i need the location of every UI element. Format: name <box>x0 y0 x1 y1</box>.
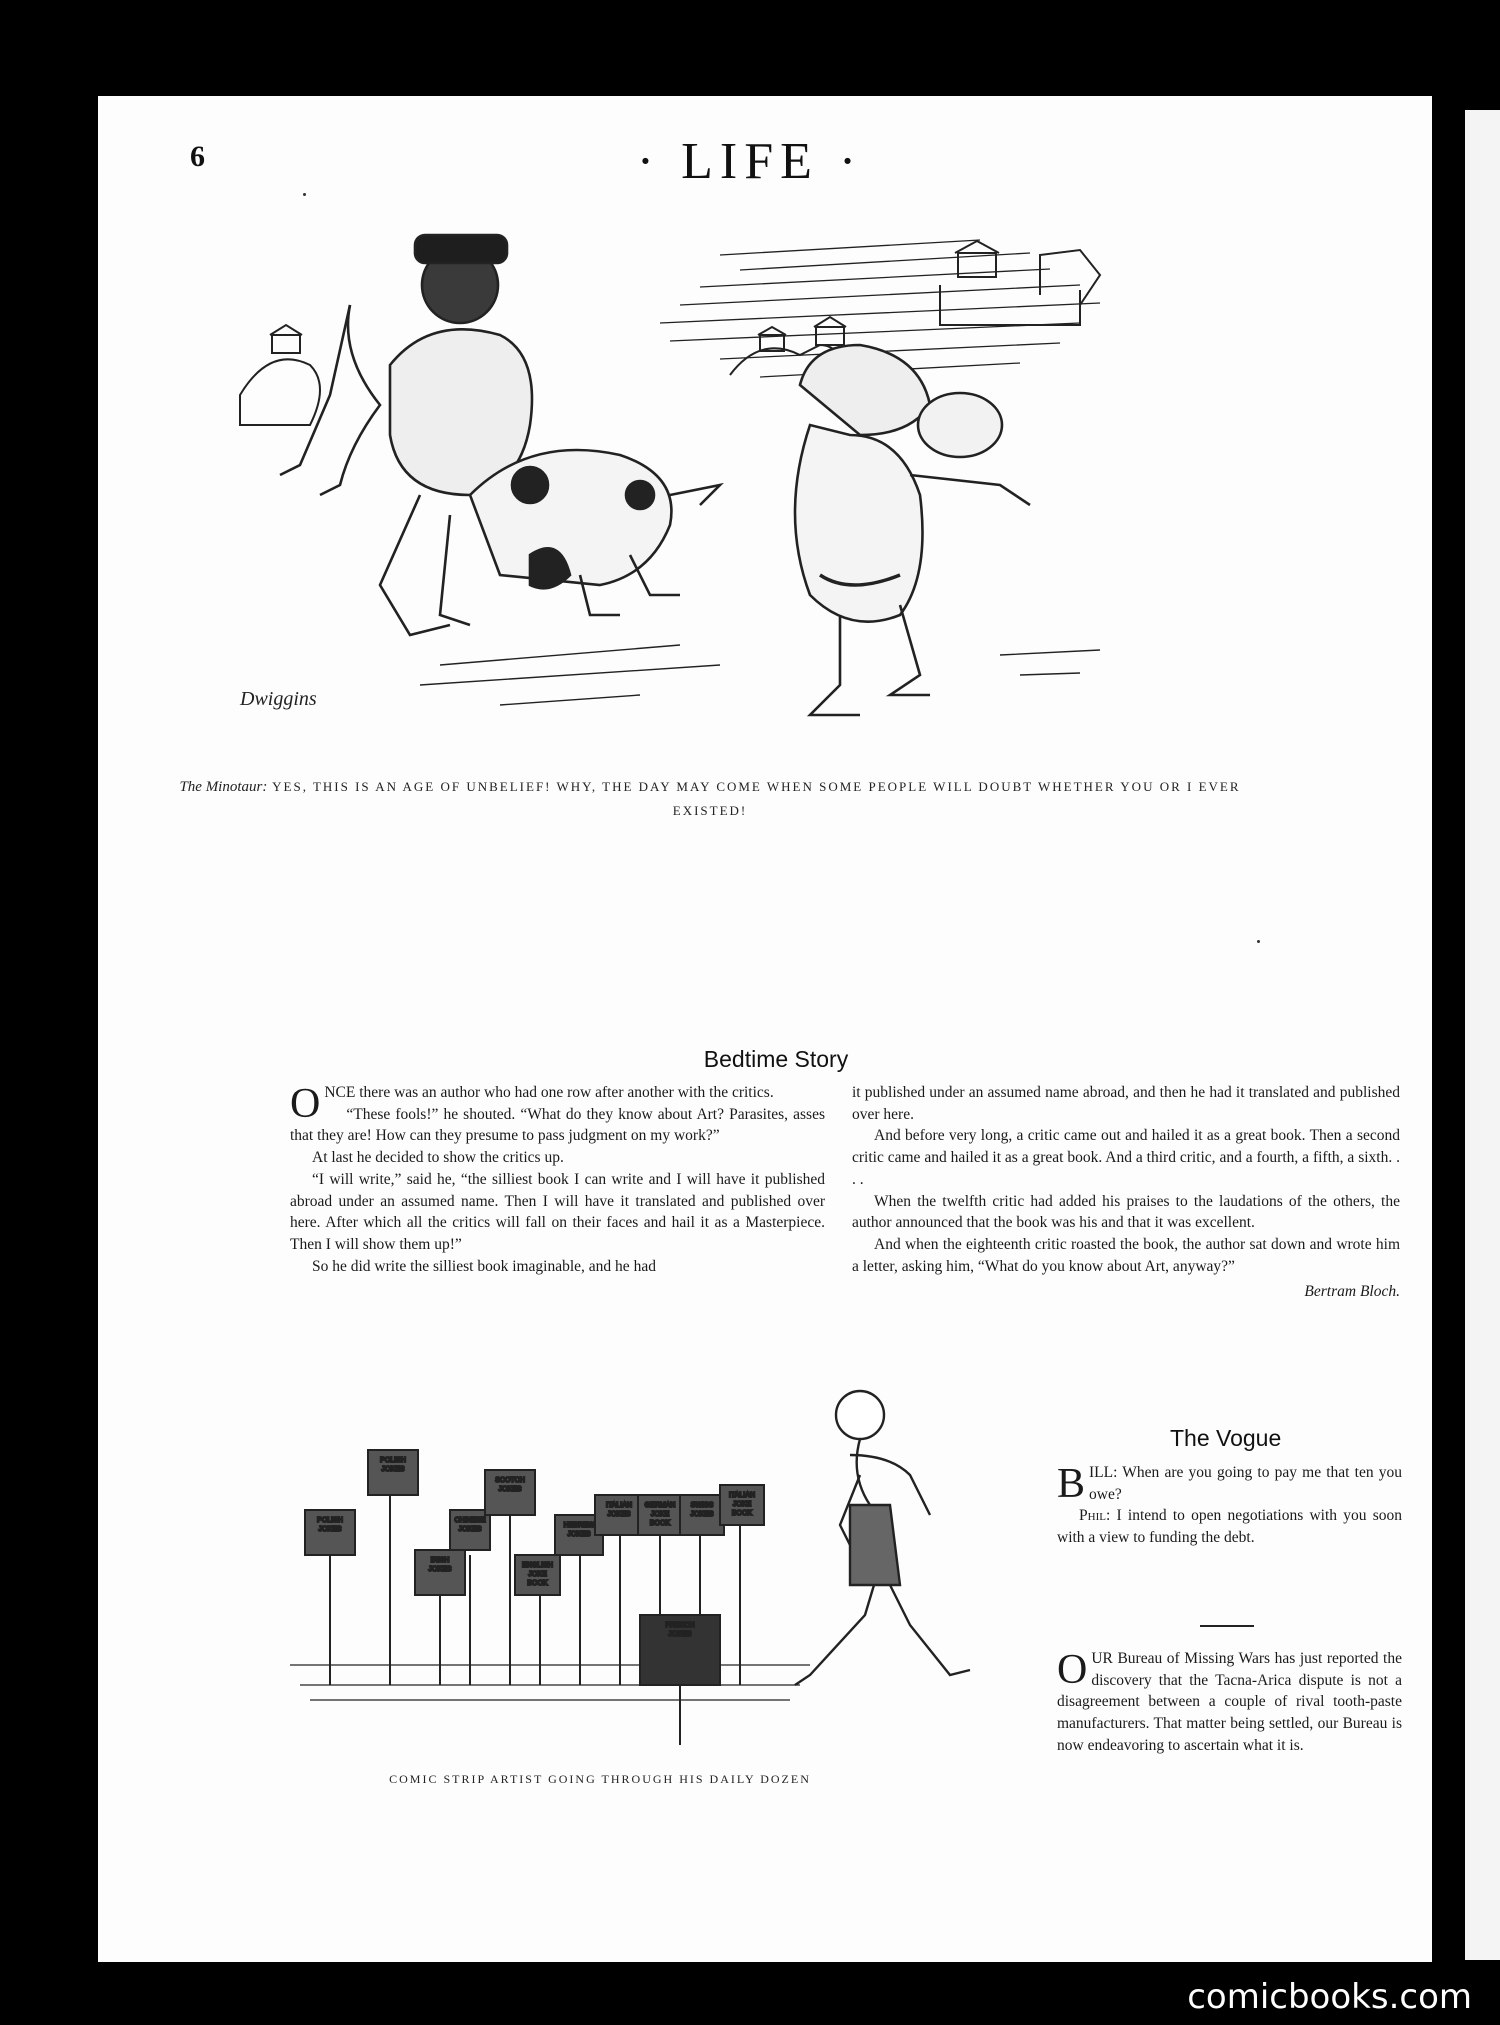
book-label: BOOK <box>527 1580 548 1587</box>
story-paragraph: it published under an assumed name abroad, and then he had it translated and published over here. <box>852 1084 1400 1123</box>
book-label: JOKE <box>650 1511 670 1518</box>
bureau-column <box>1057 1648 1402 1757</box>
story-paragraph: When the twelfth critic had added his praises to the laudations of the others, the author announced that the book was his and that it was excellent. <box>852 1192 1400 1232</box>
vogue-dropcap-b: B <box>1057 1461 1086 1507</box>
section-divider <box>1200 1625 1254 1627</box>
minotaur-figure <box>795 345 1030 715</box>
the-vogue-title: The Vogue <box>1170 1425 1282 1451</box>
story-paragraph: At last he decided to show the critics up. <box>312 1149 564 1167</box>
bedtime-story-right-column <box>852 1082 1400 1303</box>
book-label: JOKES <box>690 1511 714 1518</box>
scan-speck <box>303 193 306 196</box>
book-label: POLISH <box>317 1517 343 1524</box>
story-paragraph: “These fools!” he shouted. “What do they know about Art? Parasites, asses that they are! How can they presume to pass judgment on my work?” <box>290 1105 825 1145</box>
book-label: FRENCH <box>665 1622 695 1629</box>
bedtime-story-title: Bedtime Story <box>703 1046 849 1072</box>
book-label: JOKES <box>318 1526 342 1533</box>
story-paragraph: So he did write the silliest book imaginable, and he had <box>312 1257 656 1275</box>
book-label: ITALIAN <box>729 1492 755 1499</box>
vogue-dialogue-phil: Phil: I intend to open negotiations with you soon with a view to funding the debt. <box>1057 1507 1403 1547</box>
book-label: HEBREW <box>563 1522 595 1529</box>
bedtime-story-left-column <box>290 1082 825 1277</box>
site-watermark: comicbooks.com <box>1187 1977 1472 2017</box>
book-label: JOKE <box>732 1501 752 1508</box>
book-label: ENGLISH <box>522 1562 553 1569</box>
book-label: BOOK <box>649 1520 671 1527</box>
cartoon-signature: Dwiggins <box>240 688 317 710</box>
masthead-title: · LIFE · <box>636 133 864 190</box>
book-label: JOKES <box>498 1486 522 1493</box>
centaur-figure <box>280 235 720 635</box>
minotaur-caption <box>160 775 1260 822</box>
ground-strokes <box>420 645 1100 705</box>
story-paragraph: “I will write,” said he, “the silliest book I can write and I will have it published abroad under an assumed name. Then I will have it translated and published over here. After which all the critics will fall on their faces and hail it as a Masterpiece. Then I will show them up!” <box>290 1170 825 1253</box>
book-label: GERMAN <box>644 1502 676 1509</box>
book-label: JOKES <box>668 1631 692 1638</box>
comic-strip-caption: COMIC STRIP ARTIST GOING THROUGH HIS DAILY DOZEN <box>389 1772 811 1786</box>
joke-books <box>305 1450 764 1685</box>
book-label: JOKES <box>381 1466 405 1473</box>
book-label: JOKES <box>607 1511 631 1518</box>
story-paragraph: And before very long, a critic came out and hailed it as a great book. Then a second critic came and hailed it as a great book. And a third critic, and a fourth, a fifth, a sixth. . . . <box>852 1127 1400 1188</box>
the-vogue-column <box>1057 1462 1402 1549</box>
book-label: BOOK <box>731 1510 753 1517</box>
book-label: JOKES <box>428 1566 452 1573</box>
book-label: CHINESE <box>454 1517 486 1524</box>
book-label: SCOTCH <box>495 1477 525 1484</box>
book-label: ITALIAN <box>606 1502 632 1509</box>
book-label: IRISH <box>430 1557 450 1564</box>
comic-strip-artist-cartoon <box>290 1385 1035 1765</box>
walking-artist <box>795 1391 970 1685</box>
story-paragraph: ONCE there was an author who had one row after another with the critics. <box>290 1081 774 1127</box>
caption-text: YES, THIS IS AN AGE OF UNBELIEF! WHY, THE DAY MAY COME WHEN SOME PEOPLE WILL DOUBT WHETHER YOU OR I EVER EXISTED! <box>272 779 1241 818</box>
book-label: SWISS <box>690 1502 714 1509</box>
scan-speck <box>1257 940 1260 943</box>
book-label: POLISH <box>380 1457 406 1464</box>
vogue-dialogue-bill: BILL: When are you going to pay me that ten you owe? <box>1057 1461 1402 1507</box>
story-dropcap: O <box>290 1081 321 1127</box>
bureau-dropcap: O <box>1057 1647 1088 1693</box>
caption-speaker: The Minotaur: <box>179 779 268 795</box>
book-label: JOKE <box>528 1571 547 1578</box>
bureau-paragraph: OUR Bureau of Missing Wars has just reported the discovery that the Tacna-Arica dispute is not a disagreement between a couple of rival tooth-paste manufacturers. That matter being settled, our Bureau is now endeavoring to ascertain what it is. <box>1057 1647 1402 1754</box>
story-byline: Bertram Bloch. <box>1304 1283 1400 1301</box>
minotaur-cartoon <box>200 195 1290 735</box>
book-label: JOKES <box>458 1526 482 1533</box>
story-paragraph: And when the eighteenth critic roasted the book, the author sat down and wrote him a letter, asking him, “What do you know about Art, anyway?” <box>852 1235 1400 1275</box>
adjacent-page-edge <box>1465 110 1500 1960</box>
page-number: 6 <box>190 140 205 173</box>
book-label: JOKES <box>567 1531 591 1538</box>
